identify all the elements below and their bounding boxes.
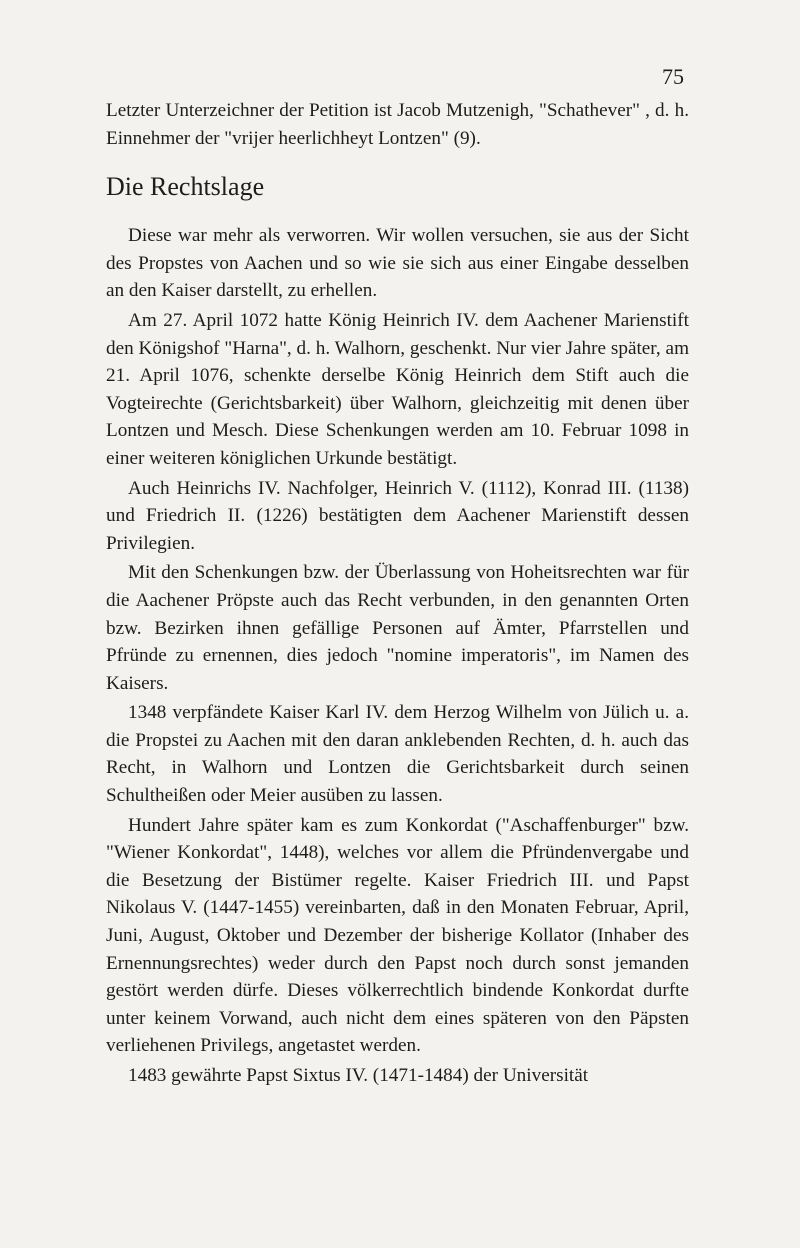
section-title: Die Rechtslage (106, 172, 265, 202)
page-text (106, 97, 689, 1090)
paragraph-6: Hundert Jahre später kam es zum Konkordat ("Aschaffenburger" bzw. "Wiener Konkordat", 1448), welches vor allem die Pfründenvergabe und die Besetzung der Bistümer regelte. Kaiser Friedrich III. und Papst Nikolaus V. (1447-1455) vereinbarten, daß in den Monaten Februar, April, Juni, August, Oktober und Dezember der bisherige Kollator (Inhaber des Ernennungsrechtes) weder durch den Papst noch durch sonst jemanden gestört werden dürfe. Dieses völkerrechtlich bindende Konkordat durfte unter keinem Vorwand, auch nicht dem eines späteren von den Päpsten verliehenen Privilegs, angetastet werden. (106, 814, 689, 1057)
paragraph-7: 1483 gewährte Papst Sixtus IV. (1471-1484) der Universität (128, 1065, 589, 1086)
paragraph-4: Mit den Schenkungen bzw. der Überlassung von Hoheitsrechten war für die Aachener Pröpste auch das Recht verbunden, in den genannten Orten bzw. Bezirken ihnen gefällige Personen auf Ämter, Pfarrstellen und Pfründe zu ernennen, dies jedoch "nomine imperatoris", im Namen des Kaisers. (106, 562, 689, 694)
paragraph-5: 1348 verpfändete Kaiser Karl IV. dem Herzog Wilhelm von Jülich u. a. die Propstei zu Aachen mit den daran anklebenden Rechten, d. h. auch das Recht, in Walhorn und Lontzen die Gerichtsbarkeit durch seinen Schultheißen oder Meier ausüben zu lassen. (106, 702, 689, 807)
paragraph-2: Am 27. April 1072 hatte König Heinrich IV. dem Aachener Marienstift den Königshof "Harna", d. h. Walhorn, geschenkt. Nur vier Jahre später, am 21. April 1076, schenkte derselbe König Heinrich dem Stift auch die Vogteirechte (Gerichtsbarkeit) über Walhorn, gleichzeitig mit denen über Lontzen und Mesch. Diese Schenkungen werden am 10. Februar 1098 in einer weiteren königlichen Urkunde bestätigt. (106, 309, 689, 469)
page-number: 75 (662, 64, 684, 89)
paragraph-1: Diese war mehr als verworren. Wir wollen versuchen, sie aus der Sicht des Propstes von Aachen und so wie sie sich aus einer Eingabe desselben an den Kaiser darstellt, zu erhellen. (106, 225, 689, 302)
paragraph-3: Auch Heinrichs IV. Nachfolger, Heinrich V. (1112), Konrad III. (1138) und Friedrich II. (1226) bestätigten dem Aachener Marienstift dessen Privilegien. (106, 477, 689, 554)
intro-paragraph: Letzter Unterzeichner der Petition ist Jacob Mutzenigh, "Schathever" , d. h. Einnehmer der "vrijer heerlichheyt Lontzen" (9). (106, 100, 689, 149)
